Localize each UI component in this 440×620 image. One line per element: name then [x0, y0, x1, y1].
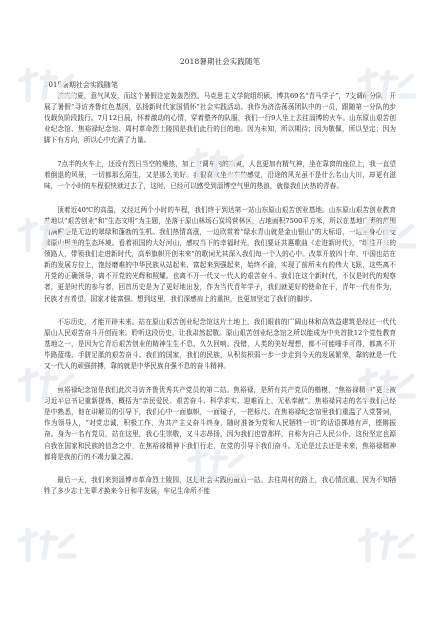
paragraph-1: 济南的夏，意气风发，而这个暑假注定轰轰烈烈。马克思主义学院组织硕、博共69名“青马学子”，7支调研分队，开展了暑假“寻访齐鲁红色基因，弘扬新时代家国情怀”社会实践活动。我作为济浩荡荡团队中的一员，跟随第一分队的步伐载负阶段践行。7月12日晨，怀着激动的心情，穿着整齐的队服，我们一行9人坐上去往淄博的火车。山东原山艰苦创业纪念馆、焦裕禄纪念馆、周村革命烈士陵园是我们此行的目的地。因为未知，所以期待；因为敬佩，所以坚定；因为脚下有方向，所以心中充满了力量。 [44, 92, 396, 145]
paragraph-6: 最后一天，我们来到淄博市革命烈士陵园，这是社会实践的最后一站。去往周村的路上，我心情沉重。因为不知牺牲了多少志士先辈才换来今日和平发展，牢记生命所不能 [44, 476, 396, 496]
paragraph-4: 不忘历史，才能开辟未来。站在原山艰苦创业纪念馆这片土地上，我们眼前的广阔山林和高效益建筑是经过一代代原山人民艰苦奋斗开创而来。聆听这段历史，让我肃然起敬。原山艰苦创业纪念馆之所以能成为中央首批12个党性教育基地之一，是因为它背后艰苦创业的精神生生不息，久久回响。没错，人类的美好理想，都不可能唾手可得，都离不开毕路蓝缕、手胼足胝的艰苦奋斗。我们的国家，我们的民族，从积贫积弱一步一步走到今天的发展繁荣，靠的就是一代又一代人的顽强拼搏，靠的就是中华民族自强不息的奋斗精神。 [44, 318, 396, 371]
document-title: 2018暑期社会实践随笔 [179, 57, 261, 66]
document-body [44, 91, 396, 507]
paragraph-2: 7点半的火车上，还没有烈日当空的燥热，加上空调车内的凉爽，人也更加有精气神，坐在靠窗的座位上，我一直望着倒退的风景，一切都那么陌生，又是那么美好。我很喜欢坐火车的感觉，沿途的风光虽不是什么名山大川，却更有滋味，一个小时的车程很快就过去了，这时，已经可以感受到淄博空气里的热浪，就像我们火热的青春。 [44, 159, 396, 191]
paragraph-5: 焦裕禄纪念馆是我们此次寻访齐鲁优秀共产党员的第二站。焦裕禄，是所有共产党员的楷模，“焦裕禄精神”更是被习近平总书记重新提炼，概括为“亲民爱民、艰苦奋斗、科学求实、迎难而上、无私奉献”。焦裕禄同志的名字我们已经是中熟悉，他在讲解员的引导下，我们心中一面旗帜，一面镜子，一把标尺。在焦裕禄纪念馆里我们重温了入党誓词，作为领导人，“对党忠诚，积极工作，为共产主义奋斗终身，随时准备为党和人民牺牲一切”的话语掷地有声，铿锵振奋。身为一名有党员，站在这里，我心生崇敬，又斗志昂扬，因为我们也曾那样，自称为自己人民公仆，这份坚定也源自我在国家和民族的信念之中，在焦裕禄精神下我们行走，在党的引导下我们奋斗。无论是过去还是未来，焦裕禄精神都将是我前行的不竭力量之源。 [44, 386, 396, 461]
document-subtitle: 2018暑期社会实践随笔 [44, 81, 118, 89]
paragraph-3: 顶着近40℃的高温，又经过两个小时的车程，我们终于到达第一站山东原山艰苦创业基地。山东原山艰苦创业教育基地以“艰苦创业”和“生态文明”为主题，坐落于原山林场石炭坞营林区，占地面积7500平方米，所以在基地广袤的范围内满眼是是无边的翠绿和蓬勃的生机。我们热情高涨，一边欣赏着“绿水青山就是金山银山”的大标语，一边全身心感受着原山极美的生态环境。看着祖国的大好河山，感叹当下的幸福时光，我们要证共惠歌曲《走进新时代》，“继往开来的领路人，带领我们走进新时代，高举旗帜开创未来”的歌词尤其深入我们每一个人的心中。改革开放四十年，中国也站在新的发展方位上，饱经磨难的中华民族从站起来、富起来到强起来，始终不渝，实现了前所未有的伟大飞跃，这些离不开党的正确领导，离不开党的光辉和照耀。也离不开一代又一代人的艰苦奋斗。我们在这个新时代，不仅是时代的观察者，更是时代的参与者，回首历史是为了更好地出发，作为当代青年学子，我们就更好的使命在于，青年一代有作为，民族才有希望，国家才能富强。想到这里，我们深感肩上的重担，也更加坚定了我们的脚步。 [44, 205, 396, 303]
